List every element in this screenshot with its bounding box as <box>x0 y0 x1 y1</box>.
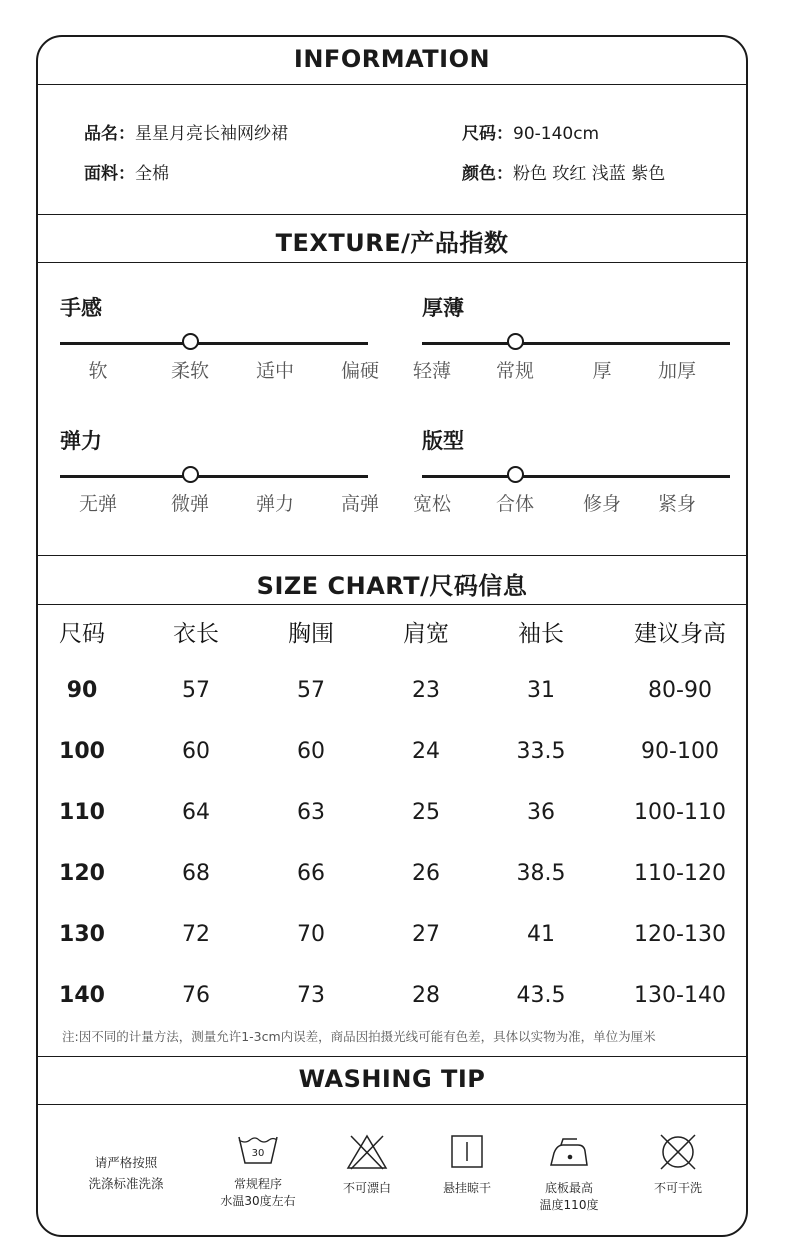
color-value: 粉色 玫红 浅蓝 紫色 <box>513 164 666 184</box>
divider <box>38 262 746 263</box>
size-table-cell: 26 <box>412 861 440 886</box>
size-table-cell: 41 <box>527 922 555 947</box>
size-table-cell: 130-140 <box>634 983 726 1008</box>
washing-intro <box>61 1152 191 1194</box>
size-table-cell: 130 <box>59 922 105 947</box>
texture-scale-marker <box>182 466 199 483</box>
texture-scale-label: 弹力 <box>255 493 295 515</box>
texture-scale-marker <box>507 333 524 350</box>
wash-item-normal <box>203 1133 313 1209</box>
size-table-cell: 70 <box>297 922 325 947</box>
size-table-cell: 68 <box>182 861 210 886</box>
wash-item-no-bleach <box>312 1133 422 1196</box>
divider <box>38 604 746 605</box>
wash-tub-30-icon <box>236 1133 280 1167</box>
divider <box>38 84 746 85</box>
no-dry-clean-icon <box>656 1133 700 1171</box>
size-table-cell: 120-130 <box>634 922 726 947</box>
texture-scale-label: 软 <box>88 360 108 382</box>
iron-icon <box>547 1133 591 1171</box>
texture-scale-label: 宽松 <box>412 493 452 515</box>
texture-scale-label: 合体 <box>495 493 535 515</box>
product-name-value: 星星月亮长袖网纱裙 <box>135 124 288 144</box>
size-table-cell: 66 <box>297 861 325 886</box>
size-note: 注:因不同的计量方法，测量允许1-3cm内误差，商品因拍摄光线可能有色差，具体以实物为准，单位为厘米 <box>62 1029 656 1044</box>
size-table-cell: 73 <box>297 983 325 1008</box>
size-table-header: 建议身高 <box>634 621 726 647</box>
texture-scale-label: 高弹 <box>340 493 380 515</box>
texture-scale-label: 厚 <box>592 360 612 382</box>
fabric-row <box>84 159 169 184</box>
texture-scale-marker <box>507 466 524 483</box>
product-name-key: 品名： <box>84 124 135 144</box>
wash-item-line1: 底板最高 <box>544 1181 593 1195</box>
fabric-value: 全棉 <box>135 164 169 184</box>
size-table-cell: 64 <box>182 800 210 825</box>
size-table-cell: 100-110 <box>634 800 726 825</box>
size-table-cell: 28 <box>412 983 440 1008</box>
wash-item-line1: 不可漂白 <box>342 1181 391 1195</box>
texture-scale-label: 偏硬 <box>340 360 380 382</box>
size-table-header: 肩宽 <box>403 621 449 647</box>
texture-scale-line <box>60 342 368 345</box>
wash-item-line1: 不可干洗 <box>653 1181 702 1195</box>
texture-scale-line <box>60 475 368 478</box>
size-table-cell: 38.5 <box>516 861 566 886</box>
texture-block-title: 厚薄 <box>422 296 464 320</box>
texture-scale-line <box>422 342 730 345</box>
texture-scale-label: 加厚 <box>657 360 697 382</box>
texture-title: TEXTURE/产品指数 <box>275 229 509 257</box>
divider <box>38 214 746 215</box>
wash-temp-label: 30 <box>251 1148 265 1159</box>
product-name-row <box>84 119 288 144</box>
size-table-header: 袖长 <box>518 621 564 647</box>
texture-scale-label: 无弹 <box>78 493 118 515</box>
size-table-cell: 72 <box>182 922 210 947</box>
washing-intro-line2: 洗涤标准洗涤 <box>88 1176 164 1191</box>
size-table-cell: 60 <box>182 739 210 764</box>
size-chart-title: SIZE CHART/尺码信息 <box>256 572 528 600</box>
texture-scale-label: 适中 <box>255 360 295 382</box>
size-table-cell: 120 <box>59 861 105 886</box>
size-range-value: 90-140cm <box>513 124 600 144</box>
texture-scale-label: 轻薄 <box>412 360 452 382</box>
size-table-cell: 90 <box>66 678 98 703</box>
size-table-header: 胸围 <box>288 621 334 647</box>
texture-scale-marker <box>182 333 199 350</box>
texture-scale-label: 修身 <box>582 493 622 515</box>
wash-item-hang-dry <box>412 1133 522 1196</box>
wash-item-line2: 水温30度左右 <box>220 1194 296 1208</box>
texture-block-title: 手感 <box>60 296 102 320</box>
hang-dry-icon <box>448 1133 486 1171</box>
size-table-cell: 27 <box>412 922 440 947</box>
size-table-cell: 60 <box>297 739 325 764</box>
size-table-cell: 57 <box>182 678 210 703</box>
size-table-cell: 31 <box>527 678 555 703</box>
size-table-cell: 36 <box>527 800 555 825</box>
texture-scale-line <box>422 475 730 478</box>
fabric-key: 面料： <box>84 164 135 184</box>
divider <box>38 555 746 556</box>
wash-item-line2: 温度110度 <box>539 1198 599 1212</box>
wash-item-iron <box>514 1133 624 1213</box>
size-table-cell: 24 <box>412 739 440 764</box>
texture-scale-label: 常规 <box>495 360 535 382</box>
size-table-cell: 140 <box>59 983 105 1008</box>
texture-scale-label: 柔软 <box>170 360 210 382</box>
size-table-header: 衣长 <box>173 621 219 647</box>
size-table-cell: 90-100 <box>641 739 719 764</box>
wash-item-line1: 悬挂晾干 <box>442 1181 491 1195</box>
size-table-cell: 57 <box>297 678 325 703</box>
size-table-cell: 110-120 <box>634 861 726 886</box>
size-table-cell: 76 <box>182 983 210 1008</box>
size-table-cell: 43.5 <box>516 983 566 1008</box>
size-table-cell: 23 <box>412 678 440 703</box>
color-key: 颜色： <box>462 164 513 184</box>
texture-scale-label: 紧身 <box>657 493 697 515</box>
no-bleach-icon <box>345 1133 389 1171</box>
texture-block-title: 弹力 <box>60 429 102 453</box>
texture-scale-label: 微弹 <box>170 493 210 515</box>
size-table-cell: 25 <box>412 800 440 825</box>
color-row <box>462 159 665 184</box>
size-table-header: 尺码 <box>59 621 105 647</box>
size-table-cell: 80-90 <box>648 678 712 703</box>
size-range-row <box>462 119 599 144</box>
wash-item-line1: 常规程序 <box>233 1177 282 1191</box>
info-card <box>36 35 748 1237</box>
wash-item-no-dry-clean <box>623 1133 733 1196</box>
size-table-cell: 63 <box>297 800 325 825</box>
size-range-key: 尺码： <box>462 124 513 144</box>
texture-block-title: 版型 <box>422 429 464 453</box>
size-table-cell: 33.5 <box>516 739 566 764</box>
washing-intro-line1: 请严格按照 <box>94 1155 158 1170</box>
divider <box>38 1104 746 1105</box>
divider <box>38 1056 746 1057</box>
information-title: INFORMATION <box>293 45 491 73</box>
washing-title: WASHING TIP <box>298 1065 486 1093</box>
size-table-cell: 100 <box>59 739 105 764</box>
size-table-cell: 110 <box>59 800 105 825</box>
